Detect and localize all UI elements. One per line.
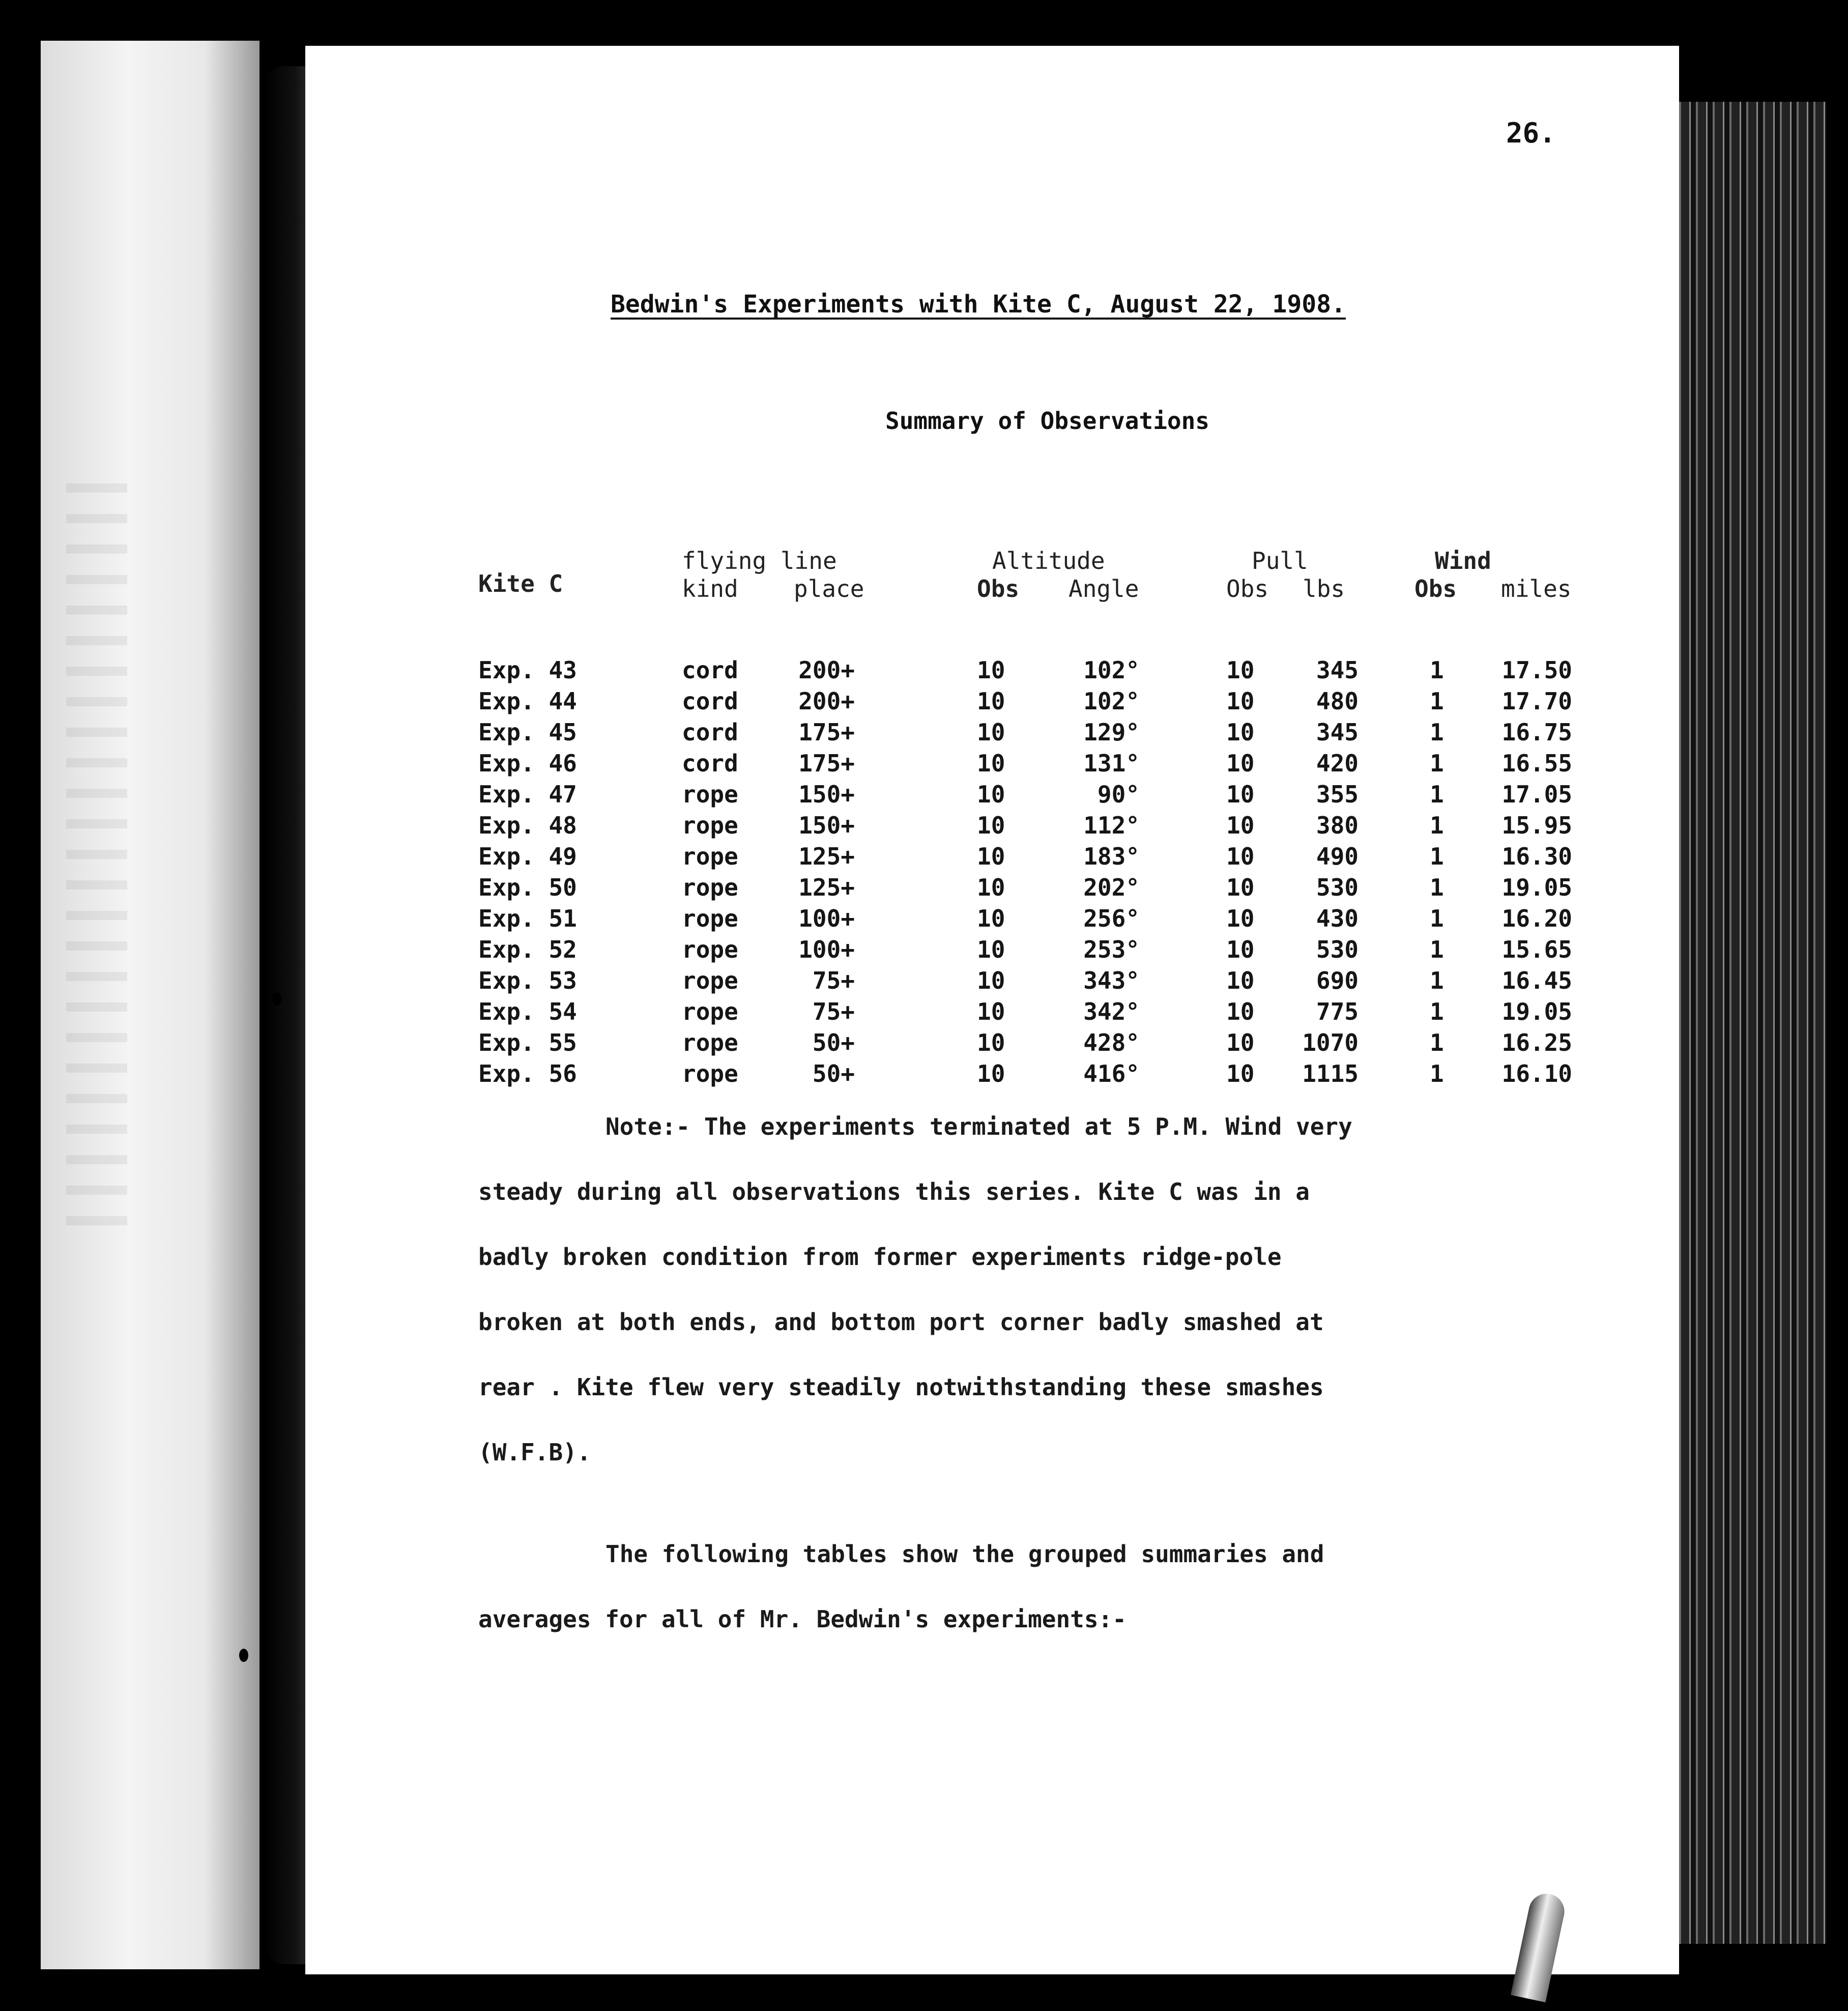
- cell-altitude-obs: 10: [977, 967, 1005, 994]
- cell-lbs: 430: [1316, 905, 1359, 932]
- cell-kind: cord: [682, 719, 738, 746]
- header-pull: Pull: [1252, 547, 1308, 574]
- cell-kind: rope: [682, 1060, 738, 1087]
- cell-altitude-obs: 10: [977, 1060, 1005, 1087]
- header-altitude-obs: Obs: [977, 575, 1020, 602]
- cell-kind: rope: [682, 936, 738, 963]
- cell-miles: 16.55: [1501, 750, 1572, 777]
- cell-lbs: 690: [1316, 967, 1359, 994]
- cell-wind-obs: 1: [1430, 967, 1444, 994]
- cell-place: 175+: [798, 719, 855, 746]
- table-caption: Summary of Observations: [885, 407, 1209, 435]
- cell-angle: 129°: [1083, 719, 1140, 746]
- cell-lbs: 345: [1316, 656, 1359, 684]
- page-edges: [1674, 102, 1827, 1944]
- cell-kind: rope: [682, 812, 738, 839]
- cell-miles: 17.05: [1501, 781, 1572, 808]
- table-row: [305, 719, 1679, 749]
- cell-angle: 342°: [1083, 998, 1140, 1025]
- header-altitude: Altitude: [992, 547, 1105, 574]
- cell-wind-obs: 1: [1430, 998, 1444, 1025]
- cell-exp: Exp. 48: [478, 812, 577, 839]
- header-lbs: lbs: [1303, 575, 1345, 602]
- table-row: [305, 967, 1679, 997]
- cell-exp: Exp. 45: [478, 719, 577, 746]
- text-line: The following tables show the grouped summaries and: [605, 1540, 1324, 1568]
- cell-altitude-obs: 10: [977, 781, 1005, 808]
- cell-angle: 256°: [1083, 905, 1140, 932]
- cell-kind: rope: [682, 1029, 738, 1056]
- cell-lbs: 1115: [1302, 1060, 1359, 1087]
- cell-lbs: 530: [1316, 936, 1359, 963]
- cell-kind: cord: [682, 656, 738, 684]
- cell-wind-obs: 1: [1430, 812, 1444, 839]
- cell-altitude-obs: 10: [977, 936, 1005, 963]
- table-row: [305, 1060, 1679, 1090]
- cell-angle: 102°: [1083, 656, 1140, 684]
- cell-pull-obs: 10: [1226, 687, 1255, 715]
- cell-place: 200+: [798, 687, 855, 715]
- table-row: [305, 936, 1679, 966]
- page-title: Bedwin's Experiments with Kite C, August 22, 1908.: [611, 290, 1346, 319]
- header-pull-obs: Obs: [1226, 575, 1269, 602]
- cell-pull-obs: 10: [1226, 656, 1255, 684]
- header-place: place: [794, 575, 864, 602]
- cell-pull-obs: 10: [1226, 781, 1255, 808]
- cell-miles: 17.50: [1501, 656, 1572, 684]
- cell-kind: rope: [682, 998, 738, 1025]
- cell-lbs: 355: [1316, 781, 1359, 808]
- cell-altitude-obs: 10: [977, 719, 1005, 746]
- cell-exp: Exp. 55: [478, 1029, 577, 1056]
- cell-exp: Exp. 54: [478, 998, 577, 1025]
- header-flying-line: flying line: [682, 547, 837, 574]
- text-line: broken at both ends, and bottom port corner badly smashed at: [478, 1308, 1324, 1336]
- cell-altitude-obs: 10: [977, 750, 1005, 777]
- text-line: Note:- The experiments terminated at 5 P.M. Wind very: [605, 1113, 1352, 1140]
- cell-miles: 17.70: [1501, 687, 1572, 715]
- cell-place: 125+: [798, 874, 855, 901]
- cell-angle: 183°: [1083, 843, 1140, 870]
- cell-pull-obs: 10: [1226, 750, 1255, 777]
- cell-exp: Exp. 51: [478, 905, 577, 932]
- cell-pull-obs: 10: [1226, 905, 1255, 932]
- table-row: [305, 905, 1679, 935]
- cell-wind-obs: 1: [1430, 905, 1444, 932]
- cell-miles: 15.95: [1501, 812, 1572, 839]
- table-row: [305, 998, 1679, 1028]
- cell-pull-obs: 10: [1226, 967, 1255, 994]
- cell-altitude-obs: 10: [977, 998, 1005, 1025]
- cell-place: 200+: [798, 656, 855, 684]
- cell-miles: 19.05: [1501, 998, 1572, 1025]
- cell-exp: Exp. 43: [478, 656, 577, 684]
- cell-altitude-obs: 10: [977, 905, 1005, 932]
- table-row: [305, 874, 1679, 904]
- cell-place: 150+: [798, 781, 855, 808]
- cell-angle: 202°: [1083, 874, 1140, 901]
- cell-wind-obs: 1: [1430, 687, 1444, 715]
- cell-miles: 16.30: [1501, 843, 1572, 870]
- text-line: (W.F.B).: [478, 1439, 591, 1466]
- cell-altitude-obs: 10: [977, 812, 1005, 839]
- cell-place: 100+: [798, 936, 855, 963]
- cell-pull-obs: 10: [1226, 998, 1255, 1025]
- cell-wind-obs: 1: [1430, 1060, 1444, 1087]
- cell-kind: rope: [682, 781, 738, 808]
- facing-page-bleed-through: [66, 483, 127, 1247]
- cell-kind: cord: [682, 750, 738, 777]
- cell-place: 175+: [798, 750, 855, 777]
- cell-angle: 102°: [1083, 687, 1140, 715]
- cell-angle: 90°: [1097, 781, 1140, 808]
- cell-miles: 16.20: [1501, 905, 1572, 932]
- cell-miles: 16.45: [1501, 967, 1572, 994]
- cell-miles: 16.10: [1501, 1060, 1572, 1087]
- note-paragraph: [478, 1094, 1598, 1485]
- cell-wind-obs: 1: [1430, 656, 1444, 684]
- cell-exp: Exp. 56: [478, 1060, 577, 1087]
- cell-miles: 16.75: [1501, 719, 1572, 746]
- text-line: averages for all of Mr. Bedwin's experiments:-: [478, 1605, 1127, 1633]
- table-row: [305, 1029, 1679, 1059]
- cell-angle: 253°: [1083, 936, 1140, 963]
- cell-lbs: 490: [1316, 843, 1359, 870]
- cell-exp: Exp. 46: [478, 750, 577, 777]
- cell-place: 125+: [798, 843, 855, 870]
- text-line: rear . Kite flew very steadily notwithstanding these smashes: [478, 1373, 1324, 1401]
- cell-miles: 16.25: [1501, 1029, 1572, 1056]
- cell-kind: rope: [682, 843, 738, 870]
- cell-kind: rope: [682, 967, 738, 994]
- table-row: [305, 750, 1679, 780]
- cell-angle: 416°: [1083, 1060, 1140, 1087]
- text-line: badly broken condition from former experiments ridge-pole: [478, 1243, 1282, 1271]
- cell-altitude-obs: 10: [977, 656, 1005, 684]
- header-wind-obs: Obs: [1414, 575, 1457, 602]
- cell-place: 50+: [812, 1029, 855, 1056]
- cell-exp: Exp. 53: [478, 967, 577, 994]
- cell-wind-obs: 1: [1430, 843, 1444, 870]
- binding-mark: [272, 992, 281, 1006]
- cell-lbs: 1070: [1302, 1029, 1359, 1056]
- cell-pull-obs: 10: [1226, 812, 1255, 839]
- cell-altitude-obs: 10: [977, 1029, 1005, 1056]
- table-row: [305, 843, 1679, 873]
- cell-altitude-obs: 10: [977, 874, 1005, 901]
- header-angle: Angle: [1069, 575, 1139, 602]
- cell-exp: Exp. 44: [478, 687, 577, 715]
- header-kite: Kite C: [478, 570, 563, 597]
- cell-kind: rope: [682, 874, 738, 901]
- cell-lbs: 775: [1316, 998, 1359, 1025]
- cell-exp: Exp. 47: [478, 781, 577, 808]
- cell-place: 150+: [798, 812, 855, 839]
- table-row: [305, 812, 1679, 842]
- cell-wind-obs: 1: [1430, 874, 1444, 901]
- header-kind: kind: [682, 575, 738, 602]
- document-page: [305, 46, 1679, 1974]
- cell-angle: 112°: [1083, 812, 1140, 839]
- binding-mark: [239, 1649, 248, 1662]
- cell-lbs: 420: [1316, 750, 1359, 777]
- cell-place: 50+: [812, 1060, 855, 1087]
- cell-miles: 19.05: [1501, 874, 1572, 901]
- cell-exp: Exp. 49: [478, 843, 577, 870]
- cell-exp: Exp. 50: [478, 874, 577, 901]
- table-row: [305, 656, 1679, 687]
- cell-pull-obs: 10: [1226, 843, 1255, 870]
- cell-wind-obs: 1: [1430, 750, 1444, 777]
- cell-angle: 428°: [1083, 1029, 1140, 1056]
- cell-place: 75+: [812, 967, 855, 994]
- cell-wind-obs: 1: [1430, 719, 1444, 746]
- cell-place: 75+: [812, 998, 855, 1025]
- cell-angle: 343°: [1083, 967, 1140, 994]
- cell-pull-obs: 10: [1226, 936, 1255, 963]
- header-wind: Wind: [1435, 547, 1491, 574]
- following-paragraph: [478, 1521, 1598, 1652]
- cell-lbs: 380: [1316, 812, 1359, 839]
- cell-wind-obs: 1: [1430, 936, 1444, 963]
- cell-exp: Exp. 52: [478, 936, 577, 963]
- header-miles: miles: [1501, 575, 1572, 602]
- cell-angle: 131°: [1083, 750, 1140, 777]
- page-number: 26.: [1506, 117, 1556, 149]
- cell-place: 100+: [798, 905, 855, 932]
- cell-kind: cord: [682, 687, 738, 715]
- cell-pull-obs: 10: [1226, 719, 1255, 746]
- cell-miles: 15.65: [1501, 936, 1572, 963]
- cell-pull-obs: 10: [1226, 1029, 1255, 1056]
- cell-lbs: 530: [1316, 874, 1359, 901]
- cell-lbs: 480: [1316, 687, 1359, 715]
- cell-pull-obs: 10: [1226, 1060, 1255, 1087]
- table-row: [305, 687, 1679, 718]
- cell-wind-obs: 1: [1430, 1029, 1444, 1056]
- cell-lbs: 345: [1316, 719, 1359, 746]
- table-row: [305, 781, 1679, 811]
- cell-pull-obs: 10: [1226, 874, 1255, 901]
- text-line: steady during all observations this series. Kite C was in a: [478, 1178, 1310, 1205]
- cell-kind: rope: [682, 905, 738, 932]
- cell-altitude-obs: 10: [977, 843, 1005, 870]
- cell-wind-obs: 1: [1430, 781, 1444, 808]
- cell-altitude-obs: 10: [977, 687, 1005, 715]
